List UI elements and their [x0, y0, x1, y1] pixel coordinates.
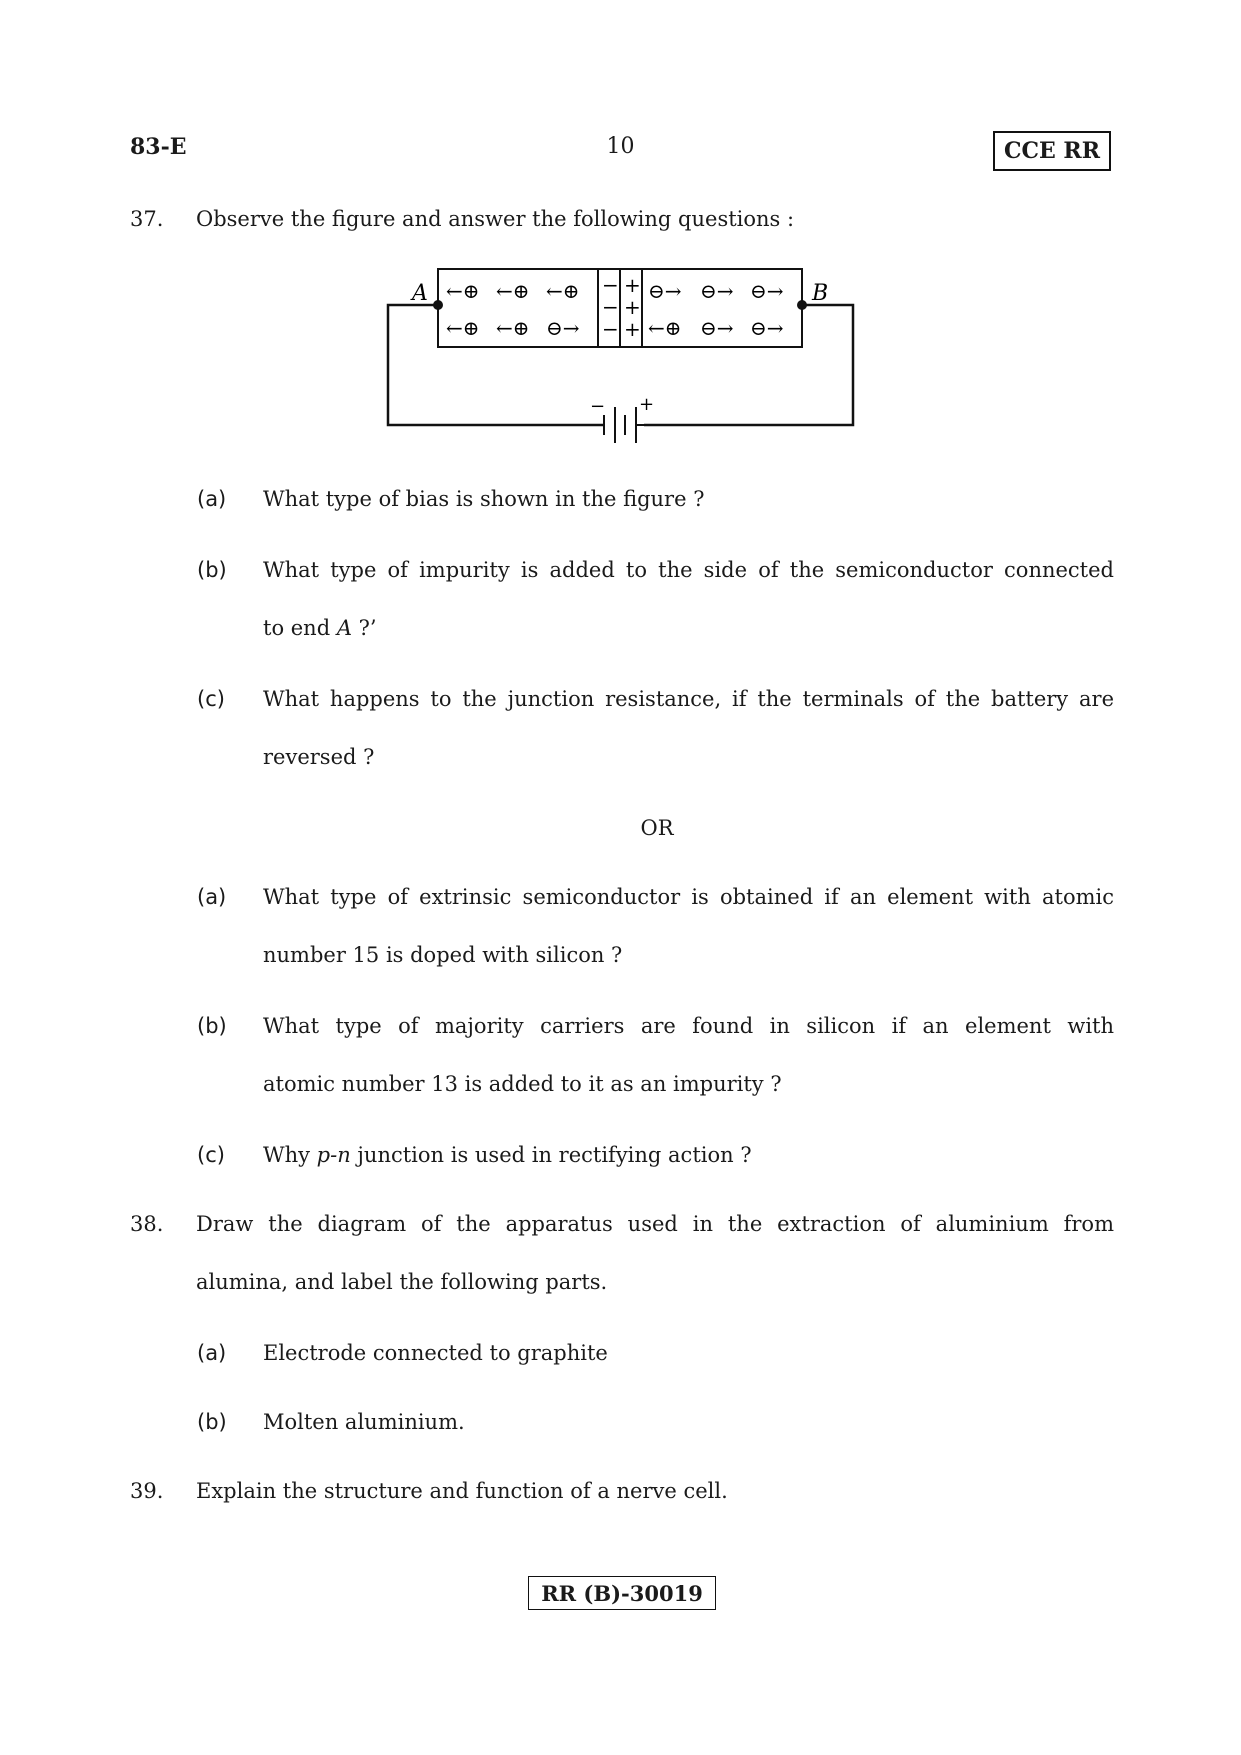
paper-code: 83-E — [130, 134, 187, 160]
question-number-37: 37. — [130, 207, 164, 231]
hole-carrier: ←⊕ — [648, 316, 682, 340]
terminal-a-label: A — [412, 281, 428, 306]
part-label: (b) — [197, 558, 227, 582]
part-label: (a) — [197, 885, 227, 909]
question-number-39: 39. — [130, 1479, 164, 1503]
depletion-positive: + — [624, 317, 641, 341]
question-38-line1: Draw the diagram of the apparatus used in the extraction of aluminium from — [196, 1212, 1114, 1236]
hole-carrier: ←⊕ — [496, 316, 530, 340]
q38-part-b: Molten aluminium. — [263, 1410, 465, 1434]
q37-part-b-line2: to end A ?’ — [263, 616, 377, 640]
series-badge: CCE RR — [993, 131, 1111, 171]
part-label: (c) — [197, 1143, 225, 1167]
q37-alt-a-line1: What type of extrinsic semiconductor is obtained if an element with atomic — [263, 885, 1114, 909]
hole-carrier: ←⊕ — [446, 279, 480, 303]
question-38-line2: alumina, and label the following parts. — [196, 1270, 608, 1294]
q37-part-c-line1: What happens to the junction resistance, if the terminals of the battery are — [263, 687, 1114, 711]
hole-carrier: ←⊕ — [546, 279, 580, 303]
depletion-positive: + — [624, 273, 641, 297]
depletion-negative: − — [602, 295, 619, 319]
question-39-text: Explain the structure and function of a nerve cell. — [196, 1479, 728, 1503]
q37-part-c-line2: reversed ? — [263, 745, 375, 769]
part-label: (a) — [197, 1341, 227, 1365]
battery-minus-label: − — [590, 396, 606, 417]
terminal-b-label: B — [812, 281, 829, 306]
q37-part-b-line1: What type of impurity is added to the side of the semiconductor connected — [263, 558, 1114, 582]
q37-alt-b-line1: What type of majority carriers are found in silicon if an element with — [263, 1014, 1114, 1038]
electron-carrier: ⊖→ — [750, 316, 784, 340]
or-divider: OR — [640, 816, 674, 840]
q37-alt-c: Why p-n junction is used in rectifying action ? — [263, 1143, 752, 1167]
electron-carrier: ⊖→ — [700, 316, 734, 340]
electron-carrier: ⊖→ — [546, 316, 580, 340]
electron-carrier: ⊖→ — [700, 279, 734, 303]
question-number-38: 38. — [130, 1212, 164, 1236]
part-label: (b) — [197, 1014, 227, 1038]
electron-carrier: ⊖→ — [750, 279, 784, 303]
footer-code-badge: RR (B)-30019 — [528, 1576, 716, 1610]
depletion-negative: − — [602, 273, 619, 297]
page-number: 10 — [606, 134, 635, 159]
q38-part-a: Electrode connected to graphite — [263, 1341, 608, 1365]
battery-plus-label: + — [639, 394, 655, 415]
part-label: (b) — [197, 1410, 227, 1434]
depletion-negative: − — [602, 317, 619, 341]
q37-part-a: What type of bias is shown in the figure ? — [263, 487, 705, 511]
pn-junction-diagram — [380, 262, 870, 452]
q37-alt-b-line2: atomic number 13 is added to it as an impurity ? — [263, 1072, 782, 1096]
hole-carrier: ←⊕ — [496, 279, 530, 303]
q37-alt-a-line2: number 15 is doped with silicon ? — [263, 943, 623, 967]
electron-carrier: ⊖→ — [648, 279, 682, 303]
hole-carrier: ←⊕ — [446, 316, 480, 340]
depletion-positive: + — [624, 295, 641, 319]
part-label: (c) — [197, 687, 225, 711]
question-37-text: Observe the figure and answer the following questions : — [196, 207, 795, 231]
part-label: (a) — [197, 487, 227, 511]
